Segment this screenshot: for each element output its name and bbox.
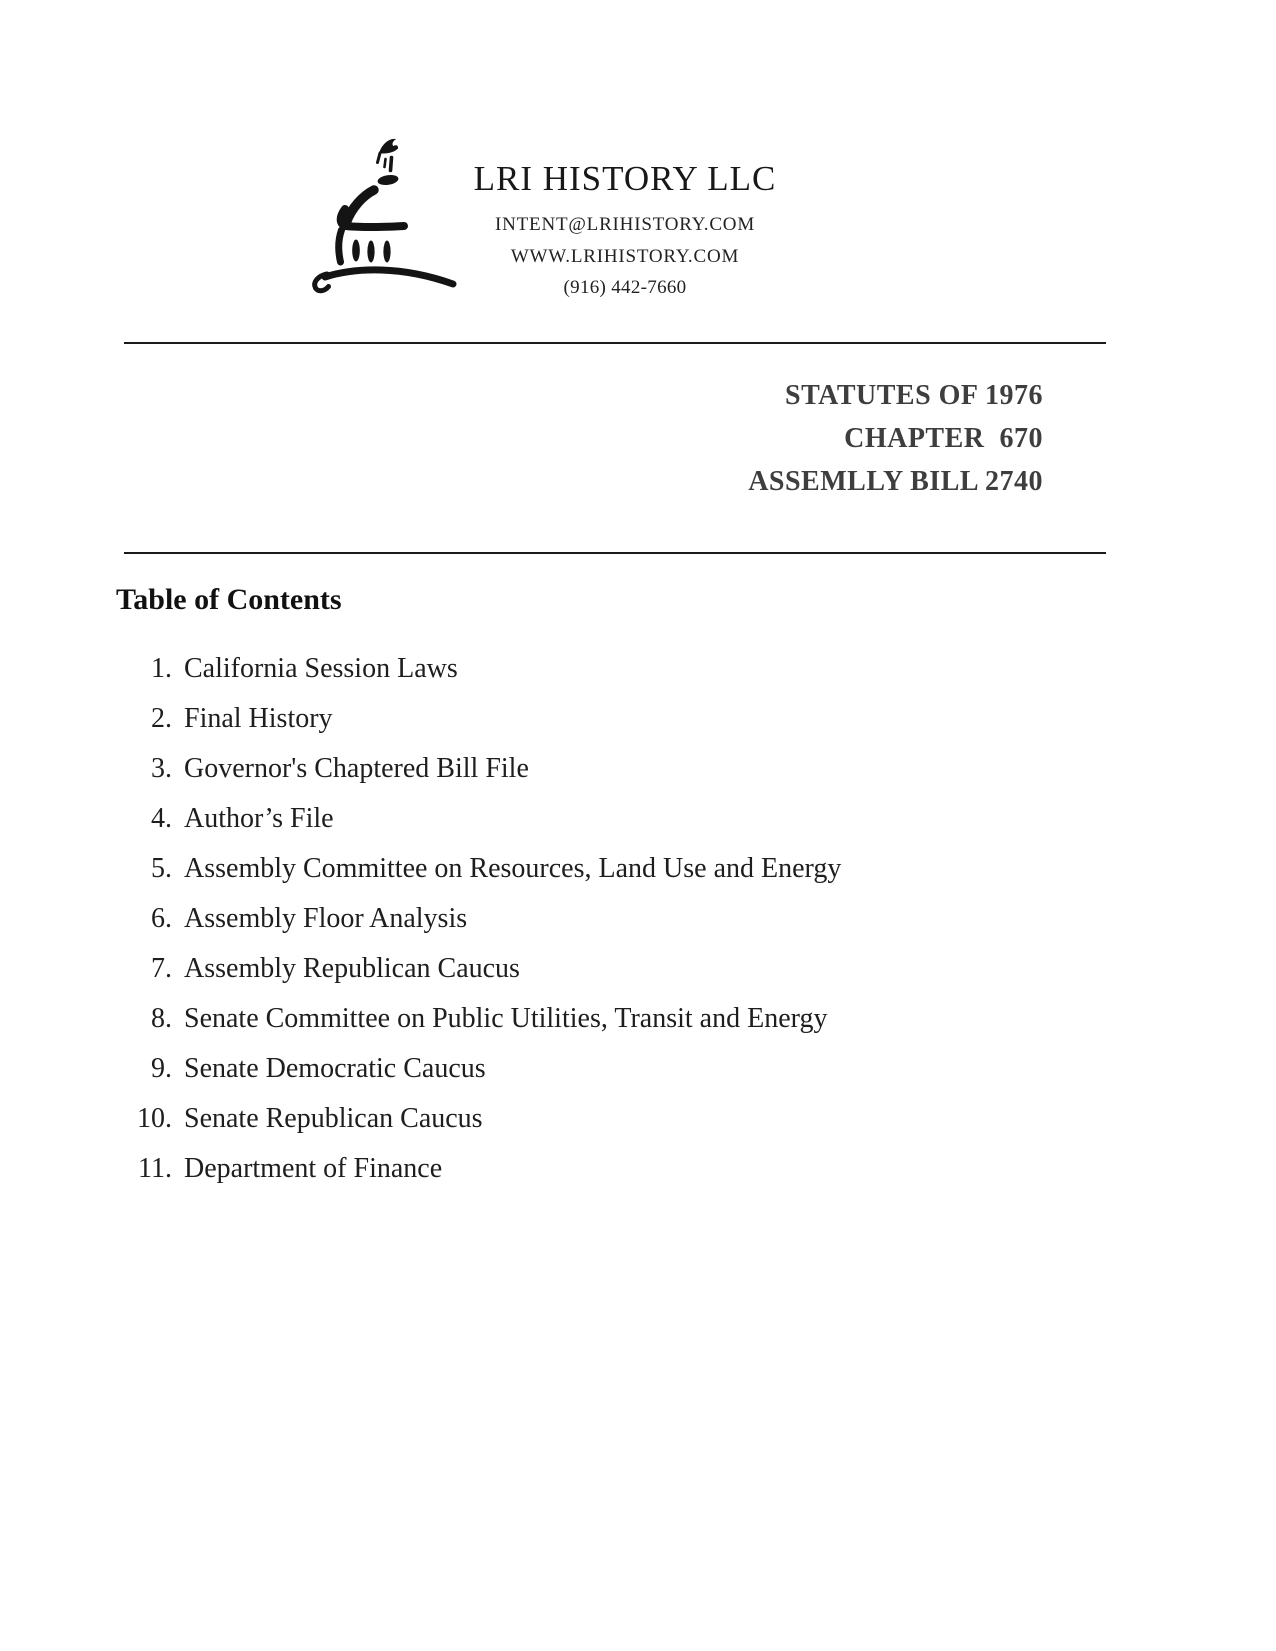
- toc-item: [116, 753, 1156, 785]
- bill-heading: [748, 374, 1043, 503]
- toc-item-label: Author’s File: [184, 803, 334, 834]
- toc-item-number: 2.: [151, 703, 172, 734]
- toc-item-label: Assembly Republican Caucus: [184, 953, 520, 984]
- toc-item-label: Senate Democratic Caucus: [184, 1053, 486, 1084]
- toc-item-label: Senate Republican Caucus: [184, 1103, 483, 1134]
- toc-item-number: 11.: [138, 1153, 172, 1184]
- toc-item-label: California Session Laws: [184, 653, 458, 684]
- toc-item-number: 3.: [151, 753, 172, 784]
- toc-item: [116, 953, 1156, 985]
- toc-item-number: 9.: [151, 1053, 172, 1084]
- company-contact-block: [445, 160, 805, 299]
- toc-item: [116, 803, 1156, 835]
- toc-item-number: 5.: [151, 853, 172, 884]
- toc-item-number: 6.: [151, 903, 172, 934]
- toc-item-number: 7.: [151, 953, 172, 984]
- divider-top: [124, 342, 1106, 344]
- toc-item-label: Senate Committee on Public Utilities, Transit and Energy: [184, 1003, 828, 1034]
- toc-item: [116, 1103, 1156, 1135]
- divider-bottom: [124, 552, 1106, 554]
- toc-item: [116, 653, 1156, 685]
- toc-item-label: Final History: [184, 703, 333, 734]
- toc-item-label: Department of Finance: [184, 1153, 443, 1184]
- toc-title: Table of Contents: [116, 583, 342, 616]
- toc-item-number: 4.: [151, 803, 172, 834]
- capitol-dome-logo-icon: [305, 135, 465, 295]
- toc-item: [116, 1003, 1156, 1035]
- company-website: WWW.LRIHISTORY.COM: [510, 246, 740, 267]
- company-email: INTENT@LRIHISTORY.COM: [494, 214, 756, 235]
- toc-item-number: 8.: [151, 1003, 172, 1034]
- toc-item-label: Assembly Floor Analysis: [184, 903, 468, 934]
- toc-item: [116, 1153, 1156, 1185]
- toc-item-label: Governor's Chaptered Bill File: [184, 753, 529, 784]
- toc-item: [116, 903, 1156, 935]
- company-name: LRI HISTORY LLC: [473, 159, 777, 198]
- toc-item: [116, 703, 1156, 735]
- toc-item: [116, 1053, 1156, 1085]
- toc-item-number: 10.: [137, 1103, 172, 1134]
- toc-item-number: 1.: [151, 653, 172, 684]
- toc-item: [116, 853, 1156, 885]
- bill-heading-statutes: STATUTES OF 1976: [785, 380, 1043, 411]
- company-phone: (916) 442-7660: [563, 277, 687, 298]
- toc-list: [116, 653, 1156, 1203]
- bill-heading-assembly-bill: ASSEMLLY BILL 2740: [748, 466, 1043, 497]
- toc-item-label: Assembly Committee on Resources, Land Use and Energy: [184, 853, 842, 884]
- bill-heading-chapter: CHAPTER 670: [844, 423, 1043, 454]
